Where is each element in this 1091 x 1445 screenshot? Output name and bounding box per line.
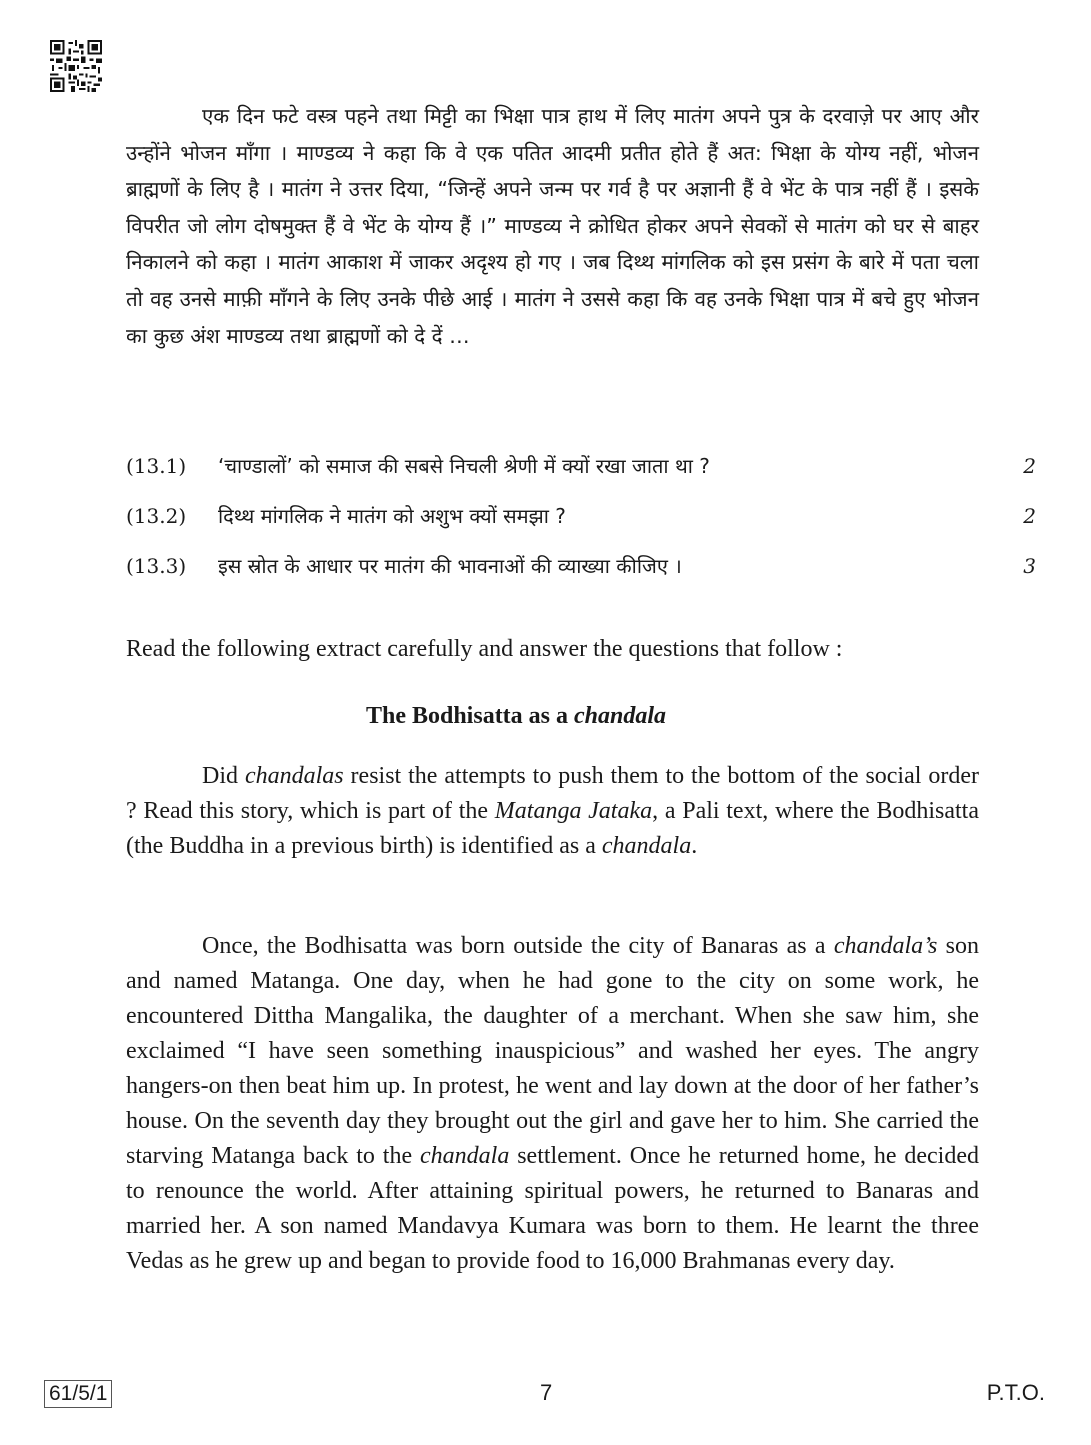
question-marks: 2	[1023, 504, 1036, 528]
text-span: resist the attempts to push them to the bottom of the social order ? Read this story, which is part of the	[126, 763, 979, 824]
question-number: (13.1)	[126, 454, 187, 478]
italic-term: Matanga Jataka	[494, 798, 653, 824]
extract-heading	[126, 699, 906, 734]
page-number: 7	[540, 1380, 553, 1405]
question-text: दिथ्थ मांगलिक ने मातंग को अशुभ क्यों समझा ?	[218, 504, 566, 528]
question-marks: 2	[1023, 454, 1036, 478]
italic-term: chandala	[420, 1143, 510, 1169]
italic-term: chandala’s	[833, 933, 938, 959]
question-text: इस स्रोत के आधार पर मातंग की भावनाओं की व्याख्या कीजिए ।	[218, 554, 682, 578]
question-number: (13.2)	[126, 504, 187, 528]
heading-italic-text: chandala	[574, 703, 667, 729]
paper-code-badge: 61/5/1	[44, 1380, 112, 1408]
question-13-2	[126, 500, 1036, 532]
question-marks: 3	[1023, 554, 1036, 578]
text-span: son and named Matanga. One day, when he had gone to the city on some work, he encountered Dittha Mangalika, the daughter of a merchant. When she saw him, she exclaimed “I have seen something inauspicious” and washed her eyes. The angry hangers-on then beat him up. In protest, he went and lay down at the door of her father’s house. On the seventh day they brought out the girl and gave her to him. She carried the starving Matanga back to the	[126, 933, 980, 1169]
heading-text: The Bodhisatta as a	[365, 703, 575, 729]
text-span: settlement. Once he returned home, he decided to renounce the world. After attaining spiritual powers, he returned to Banaras and married her. A son named Mandavya Kumara was born to them. He learnt the three Vedas as he grew up and began to provide food to 16,000 Brahmanas every day.	[126, 1143, 979, 1274]
hindi-source-passage: एक दिन फटे वस्त्र पहने तथा मिट्टी का भिक्षा पात्र हाथ में लिए मातंग अपने पुत्र के दरवाज़े पर आए और उन्होंने भोजन माँगा । माण्डव्य ने कहा कि वे एक पतित आदमी प्रतीत होते हैं अत: भिक्षा के योग्य नहीं, भोजन ब्राह्मणों के लिए है । मातंग ने उत्तर दिया, “जिन्हें अपने जन्म पर गर्व है पर अज्ञानी हैं वे भेंट के पात्र नहीं हैं । इसके विपरीत जो लोग दोषमुक्त हैं वे भेंट के योग्य हैं ।” माण्डव्य ने क्रोधित होकर अपने सेवकों से मातंग को घर से बाहर निकालने को कहा । मातंग आकाश में जाकर अदृश्य हो गए । जब दिथ्थ मांगलिक को इस प्रसंग के बारे में पता चला तो वह उनसे माफ़ी माँगने के लिए उनके पीछे आई । मातंग ने उससे कहा कि वह उनके भिक्षा पात्र में बचे हुए भोजन का कुछ अंश माण्डव्य तथा ब्राह्मणों को दे दें …	[126, 104, 979, 348]
qr-code-icon	[50, 40, 102, 92]
extract-paragraph-1	[126, 759, 979, 864]
text-span: .	[691, 833, 698, 859]
question-13-3	[126, 550, 1036, 582]
text-span: Once, the Bodhisatta was born outside the city of Banaras as a	[202, 933, 834, 959]
text-span: , a Pali text, where the Bodhisatta (the Buddha in a previous birth) is identified as a	[126, 798, 979, 859]
question-number: (13.3)	[126, 554, 187, 578]
text-span: Did	[202, 763, 245, 789]
italic-term: chandalas	[244, 763, 344, 789]
italic-term: chandala	[601, 833, 692, 859]
question-text: ‘चाण्डालों’ को समाज की सबसे निचली श्रेणी में क्यों रखा जाता था ?	[218, 454, 710, 478]
pto-label: P.T.O.	[986, 1380, 1045, 1405]
question-13-1	[126, 450, 1036, 482]
extract-paragraph-2	[126, 929, 979, 1279]
instruction-text: Read the following extract carefully and answer the questions that follow :	[126, 636, 843, 662]
